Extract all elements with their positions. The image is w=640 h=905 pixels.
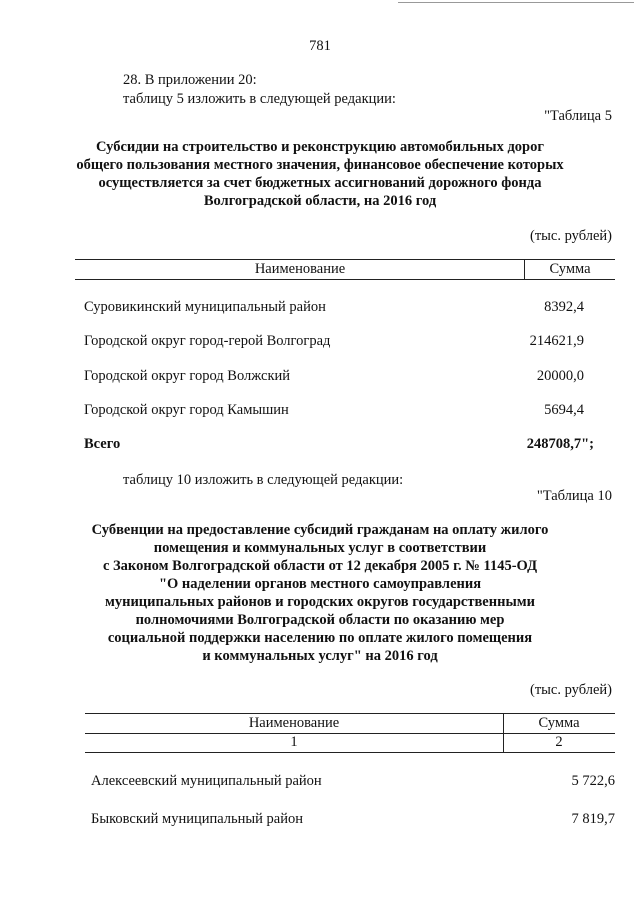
- table10-header-divider: [503, 713, 504, 752]
- table5-title-line-1: Субсидии на строительство и реконструкцию автомобильных дорог: [96, 139, 544, 155]
- table-row-sum: 214621,9: [529, 333, 584, 349]
- table10-title-line-4: "О наделении органов местного самоуправления: [158, 576, 482, 592]
- table5-title-line-4: Волгоградской области, на 2016 год: [203, 193, 437, 209]
- page-number: 781: [309, 38, 331, 54]
- table10-title-line-8: и коммунальных услуг" на 2016 год: [202, 648, 438, 664]
- table-row-sum: 20000,0: [536, 368, 584, 384]
- table10-title-line-2: помещения и коммунальных услуг в соответствии: [153, 540, 487, 556]
- table-row-name: Суровикинский муниципальный район: [84, 299, 326, 315]
- table5-title-line-2: общего пользования местного значения, финансовое обеспечение которых: [76, 157, 564, 173]
- table-row-name: Городской округ город Волжский: [84, 368, 291, 384]
- table-row-name: Алексеевский муниципальный район: [91, 773, 322, 789]
- table10-units: (тыс. рублей): [530, 682, 612, 698]
- table10-title-line-7: социальной поддержки населению по оплате жилого помещения: [107, 630, 533, 646]
- table10-header-sum: Сумма: [538, 715, 580, 731]
- table10-colnum-name: 1: [290, 734, 298, 750]
- table5-header-rule: [75, 279, 615, 280]
- table10-title-line-6: полномочиями Волгоградской области по оказанию мер: [135, 612, 505, 628]
- table10-title-line-1: Субвенции на предоставление субсидий гражданам на оплату жилого: [91, 522, 549, 538]
- table-row-name: Городской округ город-герой Волгоград: [84, 333, 331, 349]
- table-row-sum: 5694,4: [544, 402, 584, 418]
- table5-total-sum: 248708,7";: [526, 436, 594, 452]
- table10-title-line-3: с Законом Волгоградской области от 12 декабря 2005 г. № 1145-ОД: [102, 558, 538, 574]
- table5-header-sum: Сумма: [549, 261, 591, 277]
- table5-title-line-3: осуществляется за счет бюджетных ассигнований дорожного фонда: [98, 175, 542, 191]
- table10-header-name: Наименование: [248, 715, 340, 731]
- table10-instruction: таблицу 10 изложить в следующей редакции:: [123, 472, 404, 488]
- table5-units: (тыс. рублей): [530, 228, 612, 244]
- table-row-sum: 5 722,6: [571, 773, 615, 789]
- table-row-sum: 7 819,7: [571, 811, 615, 827]
- table5-header-name: Наименование: [254, 261, 346, 277]
- table5-top-rule: [75, 259, 615, 260]
- table-row-name: Городской округ город Камышин: [84, 402, 289, 418]
- table-row-name: Быковский муниципальный район: [91, 811, 303, 827]
- amendment-item: 28. В приложении 20:: [123, 72, 257, 88]
- scan-edge-line: [398, 2, 634, 3]
- table10-top-rule: [85, 713, 615, 714]
- table10-label: "Таблица 10: [536, 488, 612, 504]
- table10-colnum-rule: [85, 752, 615, 753]
- table5-instruction: таблицу 5 изложить в следующей редакции:: [123, 91, 396, 107]
- table10-title-line-5: муниципальных районов и городских округов государственными: [104, 594, 536, 610]
- table5-total-label: Всего: [84, 436, 121, 452]
- table5-label: "Таблица 5: [544, 108, 612, 124]
- table10-colnum-sum: 2: [555, 734, 563, 750]
- table-row-sum: 8392,4: [544, 299, 584, 315]
